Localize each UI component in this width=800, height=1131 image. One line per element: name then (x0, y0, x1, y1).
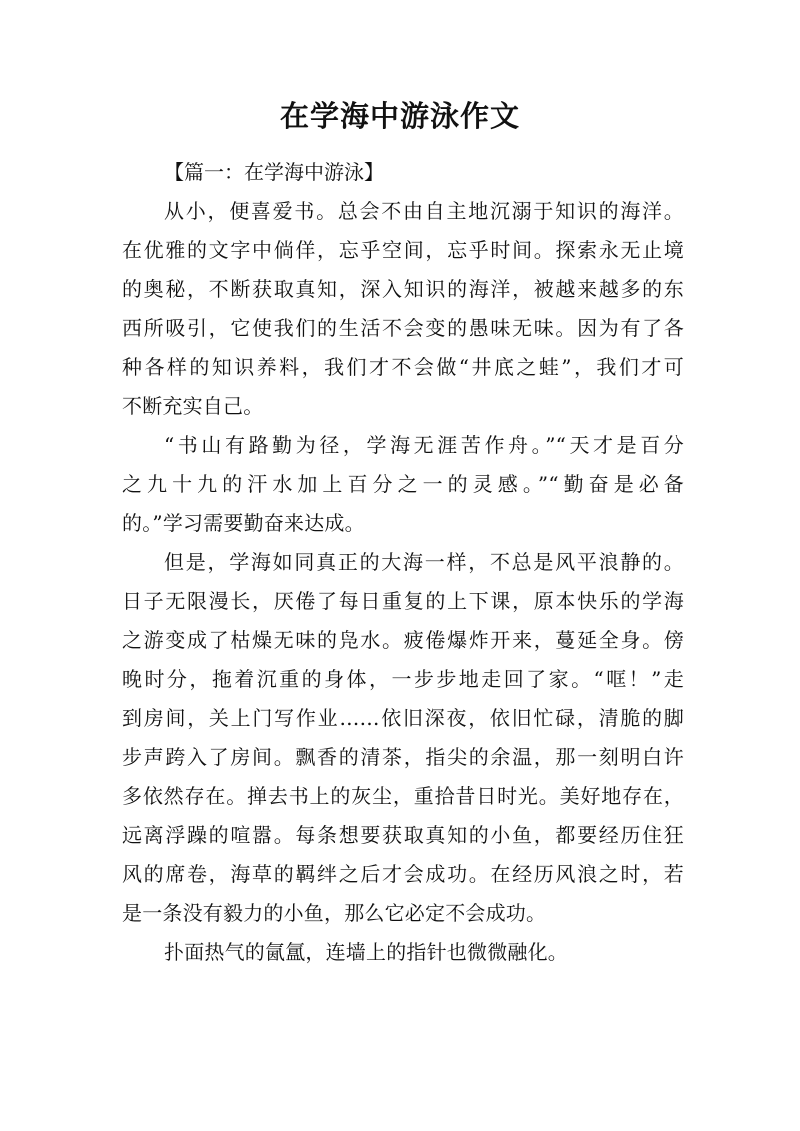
paragraph-line: 日子无限漫长，厌倦了每日重复的上下课，原本快乐的学海 (122, 589, 684, 613)
paragraph-line: 西所吸引，它使我们的生活不会变的愚味无味。因为有了各 (122, 316, 684, 340)
paragraph-line: 之九十九的汗水加上百分之一的灵感。”“勤奋是必备 (122, 472, 684, 496)
paragraph-2 (122, 426, 684, 543)
paragraph-line: 扑面热气的氤氲，连墙上的指针也微微融化。 (164, 940, 568, 964)
paragraph-line: 但是，学海如同真正的大海一样，不总是风平浪静的。 (164, 550, 684, 574)
paragraph-4 (122, 933, 684, 972)
paragraph-line: 之游变成了枯燥无味的凫水。疲倦爆炸开来，蔓延全身。傍 (122, 628, 684, 652)
document-title: 在学海中游泳作文 (279, 99, 520, 133)
paragraph-line: 多依然存在。掸去书上的灰尘，重拾昔日时光。美好地存在， (122, 784, 684, 808)
paragraph-line: 的。”学习需要勤奋来达成。 (122, 511, 365, 535)
paragraph-line: 的奥秘，不断获取真知，深入知识的海洋，被越来越多的东 (122, 277, 684, 301)
document-body (122, 153, 684, 972)
paragraph-line: 步声跨入了房间。飘香的清茶，指尖的余温，那一刻明白许 (122, 745, 684, 769)
section-heading: 【篇一：在学海中游泳】 (164, 160, 384, 184)
paragraph-3 (122, 543, 684, 933)
paragraph-line: 从小，便喜爱书。总会不由自主地沉溺于知识的海洋。 (164, 199, 684, 223)
paragraph-line: 风的席卷，海草的羁绊之后才会成功。在经历风浪之时，若 (122, 862, 684, 886)
paragraph-line: 晚时分，拖着沉重的身体，一步步地走回了家。“哐！”走 (122, 667, 684, 691)
paragraph-line: 在优雅的文字中倘佯，忘乎空间，忘乎时间。探索永无止境 (122, 238, 684, 262)
paragraph-line: 是一条没有毅力的小鱼，那么它必定不会成功。 (122, 901, 547, 925)
paragraph-line: “书山有路勤为径，学海无涯苦作舟。”“天才是百分 (164, 433, 684, 457)
paragraph-line: 远离浮躁的喧嚣。每条想要获取真知的小鱼，都要经历住狂 (122, 823, 684, 847)
paragraph-line: 到房间，关上门写作业……依旧深夜，依旧忙碌，清脆的脚 (122, 706, 684, 730)
paragraph-line: 不断充实自己。 (122, 394, 264, 418)
paragraph-1 (122, 192, 684, 426)
paragraph-line: 种各样的知识养料，我们才不会做“井底之蛙”，我们才可 (122, 355, 684, 379)
